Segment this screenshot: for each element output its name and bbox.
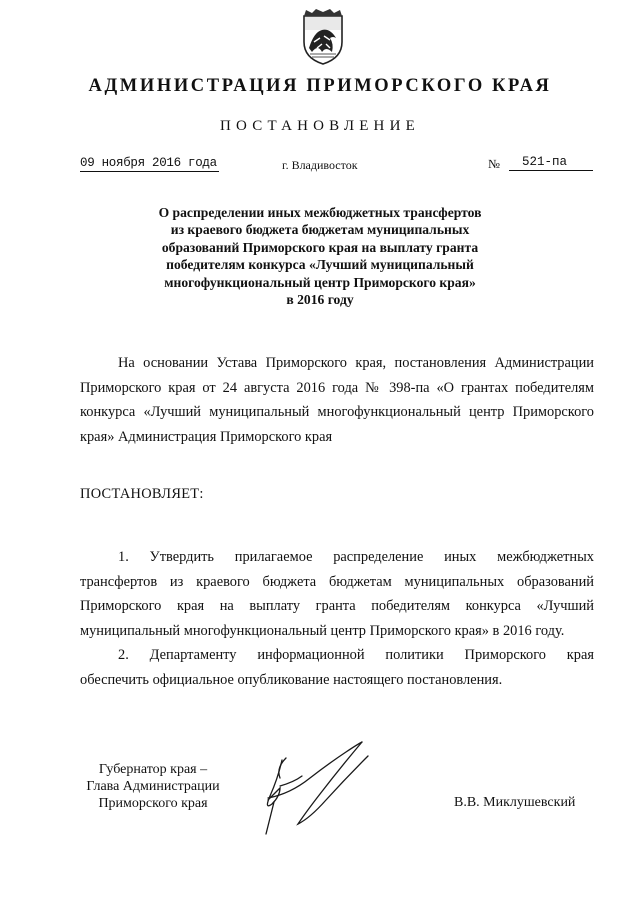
paragraph-line: края» Администрация Приморского края	[80, 428, 333, 445]
organization-title: АДМИНИСТРАЦИЯ ПРИМОРСКОГО КРАЯ	[88, 76, 552, 96]
subject-line: О распределении иных межбюджетных трансфертов	[158, 205, 482, 220]
handwritten-signature-icon	[250, 738, 420, 838]
document-date: 09 ноября 2016 года	[80, 156, 217, 170]
document-number-label: №	[488, 157, 500, 171]
position-line: Приморского края	[98, 796, 208, 811]
item-line: 1. Утвердить прилагаемое распределение иных межбюджетных	[118, 549, 594, 565]
item-line: трансфертов из краевого бюджета бюджетам муниципальных образований	[80, 573, 594, 590]
resolution-items	[80, 545, 594, 693]
item-line: обеспечить официальное опубликование настоящего постановления.	[80, 671, 503, 688]
item-line: 2. Департаменту информационной политики Приморского края	[118, 647, 594, 664]
subject-line: в 2016 году	[286, 292, 354, 308]
resolve-word: ПОСТАНОВЛЯЕТ:	[80, 486, 204, 502]
paragraph-line: Приморского края от 24 августа 2016 года № 398-па «О грантах победителям	[80, 379, 594, 396]
subject-line: победителям конкурса «Лучший муниципальный	[166, 257, 474, 273]
subject-line: из краевого бюджета бюджетам муниципальных	[170, 222, 470, 238]
paragraph-line: На основании Устава Приморского края, постановления Администрации	[118, 355, 594, 371]
paragraph-line: конкурса «Лучший муниципальный многофункциональный центр Приморского	[80, 404, 594, 421]
document-city: г. Владивосток	[282, 158, 358, 172]
signatory-name: В.В. Миклушевский	[454, 795, 576, 810]
document-subject	[90, 204, 550, 308]
item-line: Приморского края на выплату гранта победителям конкурса «Лучший	[80, 598, 594, 615]
document-number: 521-па	[509, 155, 593, 171]
subject-line: образований Приморского края на выплату гранта	[161, 239, 479, 255]
coat-of-arms-icon	[300, 8, 346, 66]
position-line: Глава Администрации	[86, 779, 220, 794]
subject-line: многофункциональный центр Приморского края»	[164, 274, 476, 290]
signatory-position	[78, 761, 228, 812]
item-line: муниципальный многофункциональный центр Приморского края» в 2016 году.	[80, 622, 565, 639]
preamble-paragraph	[80, 351, 594, 449]
position-line: Губернатор края –	[98, 762, 208, 777]
document-type: ПОСТАНОВЛЕНИЕ	[220, 118, 420, 134]
